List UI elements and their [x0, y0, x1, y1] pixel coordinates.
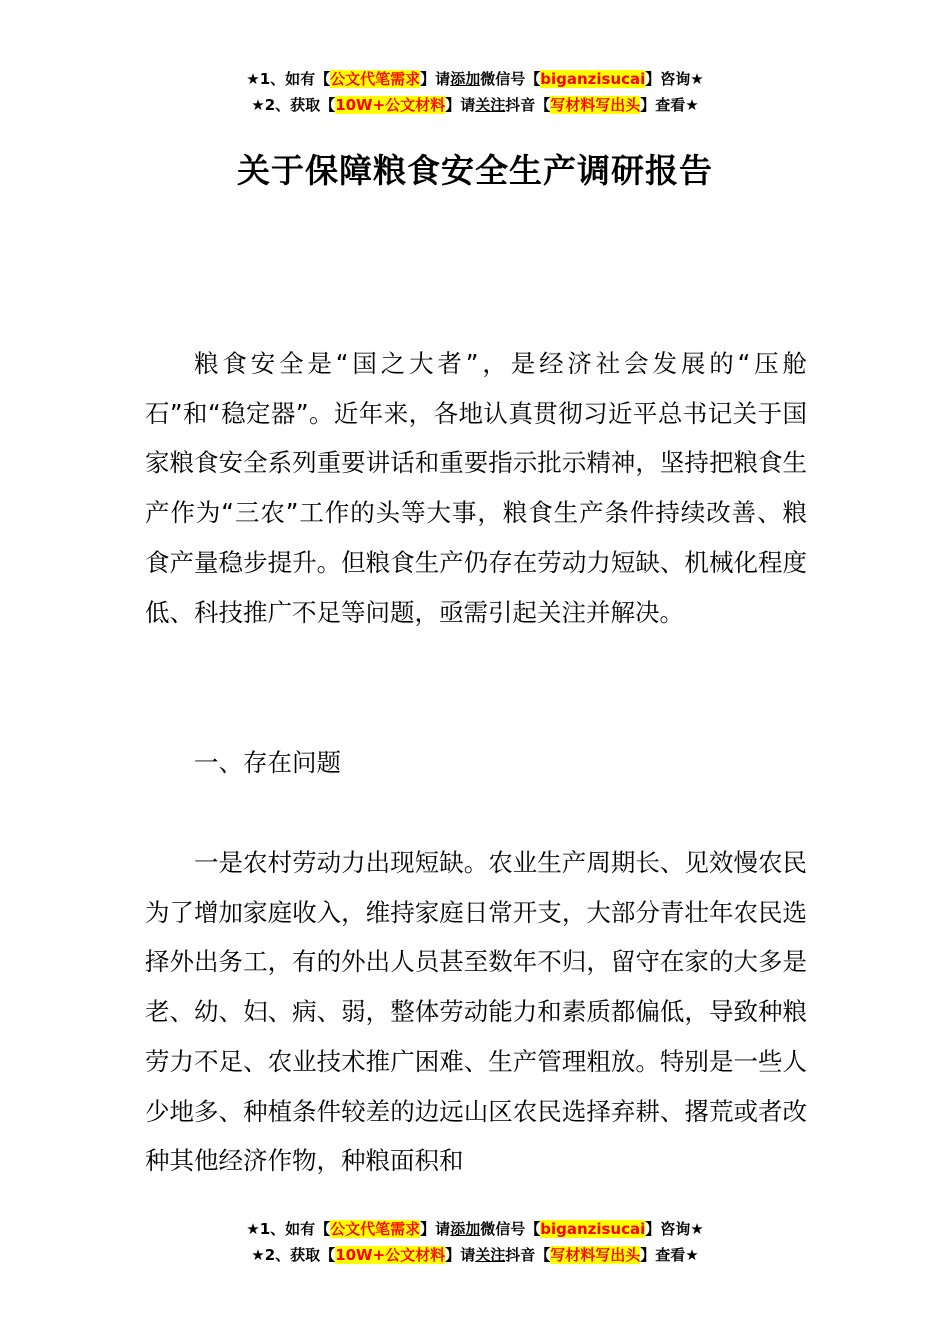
- banner-line-1: [0, 1216, 950, 1242]
- banner-text: 】咨询★: [645, 70, 704, 88]
- banner-highlight: biganzisucai: [540, 1220, 646, 1238]
- banner-highlight: 公文代笔需求: [330, 1220, 421, 1238]
- banner-line-2: [0, 92, 950, 118]
- banner-text: ★1、如有【: [246, 70, 331, 88]
- header-banner: [0, 66, 950, 118]
- banner-text: 微信号【: [480, 1220, 541, 1238]
- banner-highlight: 写材料写出头: [550, 96, 641, 114]
- banner-highlight: 10W+公文材料: [335, 96, 446, 114]
- banner-underlined: 关注: [475, 96, 506, 114]
- footer-banner: [0, 1216, 950, 1268]
- banner-text: ★2、获取【: [251, 1246, 336, 1264]
- banner-text: ★2、获取【: [251, 96, 336, 114]
- banner-underlined: 关注: [475, 1246, 506, 1264]
- banner-highlight: 写材料写出头: [550, 1246, 641, 1264]
- banner-text: 】咨询★: [645, 1220, 704, 1238]
- banner-highlight: 10W+公文材料: [335, 1246, 446, 1264]
- banner-line-1: [0, 66, 950, 92]
- banner-highlight: biganzisucai: [540, 70, 646, 88]
- banner-text: 】查看★: [640, 1246, 699, 1264]
- banner-text: 】请: [445, 1246, 476, 1264]
- banner-highlight: 公文代笔需求: [330, 70, 421, 88]
- banner-text: ★1、如有【: [246, 1220, 331, 1238]
- banner-text: 抖音【: [505, 96, 551, 114]
- banner-text: 微信号【: [480, 70, 541, 88]
- banner-line-2: [0, 1242, 950, 1268]
- paragraph-intro: 粮食安全是“国之大者”，是经济社会发展的“压舱石”和“稳定器”。近年来，各地认真贯彻习近平总书记关于国家粮食安全系列重要讲话和重要指示批示精神，坚持把粮食生产作为“三农”工作的头等大事，粮食生产条件持续改善、粮食产量稳步提升。但粮食生产仍存在劳动力短缺、机械化程度低、科技推广不足等问题，亟需引起关注并解决。: [145, 349, 807, 627]
- banner-underlined: 添加: [450, 1220, 481, 1238]
- banner-text: 】请: [420, 1220, 451, 1238]
- section-heading-problems: 一、存在问题: [194, 748, 341, 777]
- banner-text: 】查看★: [640, 96, 699, 114]
- banner-underlined: 添加: [450, 70, 481, 88]
- document-title: 关于保障粮食安全生产调研报告: [237, 151, 713, 190]
- banner-text: 抖音【: [505, 1246, 551, 1264]
- banner-text: 】请: [420, 70, 451, 88]
- paragraph-labor-shortage: 一是农村劳动力出现短缺。农业生产周期长、见效慢农民为了增加家庭收入，维持家庭日常开支，大部分青壮年农民选择外出务工，有的外出人员甚至数年不归，留守在家的大多是老、幼、妇、病、弱，整体劳动能力和素质都偏低，导致种粮劳力不足、农业技术推广困难、生产管理粗放。特别是一些人少地多、种植条件较差的边远山区农民选择弃耕、撂荒或者改种其他经济作物，种粮面积和: [145, 848, 807, 1176]
- banner-text: 】请: [445, 96, 476, 114]
